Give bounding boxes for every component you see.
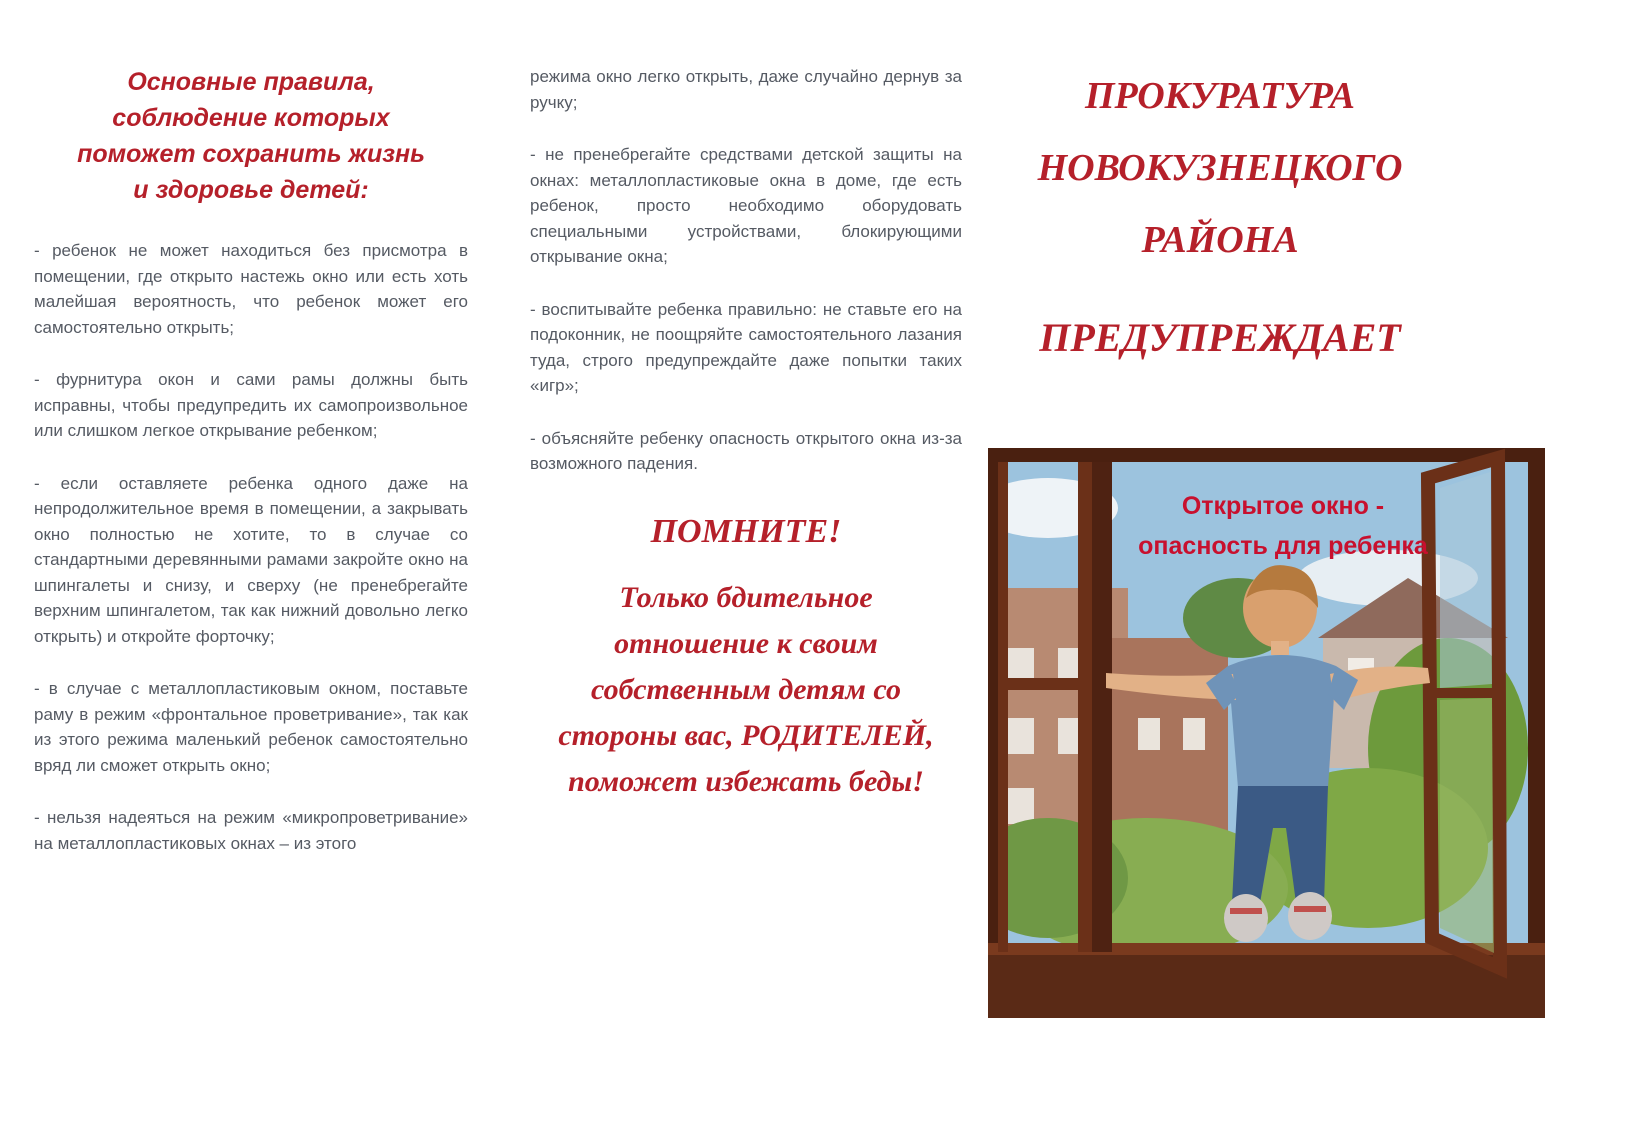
rules-heading-line: Основные правила, — [127, 68, 375, 96]
rule-paragraph: - не пренебрегайте средствами детской защиты на окнах: металлопластиковые окна в доме, где есть ребенок, просто необходимо оборудовать специальными устройствами, блокирующими открывание окна; — [530, 145, 962, 266]
rule-paragraph: - воспитывайте ребенка правильно: не ставьте его на подоконник, не поощряйте самостоятельного лазания туда, строго предупреждайте даже попытки таких «игр»; — [530, 299, 962, 395]
child-at-window-photo — [988, 448, 1545, 1018]
rules-heading-line: соблюдение которых — [112, 104, 390, 132]
middle-column — [530, 64, 962, 805]
rule-paragraph: - объясняйте ребенку опасность открытого окна из-за возможного падения. — [530, 428, 962, 473]
photo-caption — [988, 486, 1545, 566]
photo-caption-line: опасность для ребенка — [1138, 532, 1428, 560]
rules-heading-line: и здоровье детей: — [133, 176, 369, 204]
organization-title-line: ПРОКУРАТУРА — [1084, 75, 1356, 117]
organization-title-line: НОВОКУЗНЕЦКОГО — [1037, 147, 1403, 189]
slogan — [530, 575, 962, 805]
left-column — [34, 64, 468, 883]
photo-caption-line: Открытое окно - — [1181, 492, 1385, 520]
rules-heading-line: поможет сохранить жизнь — [77, 140, 425, 168]
rule-paragraph: - если оставляете ребенка одного даже на непродолжительное время в помещении, а закрывать окно полностью не хотите, то в случае со стандартными деревянными рамами закройте окно на шпингалеты и снизу, и сверху (не пренебрегайте верхним шпингалетом, так как нижний довольно легко открыть) и откройте форточку; — [34, 473, 468, 646]
rule-paragraph: режима окно легко открыть, даже случайно дернув за ручку; — [530, 67, 962, 112]
right-column — [985, 60, 1560, 361]
rule-paragraph: - фурнитура окон и сами рамы должны быть исправны, чтобы предупредить их самопроизвольное или слишком легкое открывание ребенком; — [34, 370, 468, 440]
organization-title-line: РАЙОНА — [1141, 219, 1299, 261]
slogan-line: поможет избежать беды! — [568, 764, 924, 798]
rule-paragraph: - ребенок не может находиться без присмотра в помещении, где открыто настежь окно или есть хоть малейшая вероятность, что ребенок может его самостоятельно открыть; — [34, 241, 468, 337]
organization-title — [985, 60, 1455, 276]
rule-paragraph: - нельзя надеяться на режим «микропроветривание» на металлопластиковых окнах – из этого — [34, 808, 468, 853]
warns-heading: ПРЕДУПРЕЖДАЕТ — [1039, 315, 1401, 360]
remember-heading: ПОМНИТЕ! — [650, 512, 842, 550]
slogan-line: стороны вас, РОДИТЕЛЕЙ, — [558, 718, 934, 752]
slogan-line: Только бдительное — [619, 580, 873, 614]
rules-heading — [34, 64, 468, 208]
slogan-line: собственным детям со — [591, 672, 901, 706]
rule-paragraph: - в случае с металлопластиковым окном, поставьте раму в режим «фронтальное проветривание», так как из этого режима маленький ребенок самостоятельно вряд ли сможет открыть окно; — [34, 679, 468, 775]
slogan-line: отношение к своим — [614, 626, 878, 660]
